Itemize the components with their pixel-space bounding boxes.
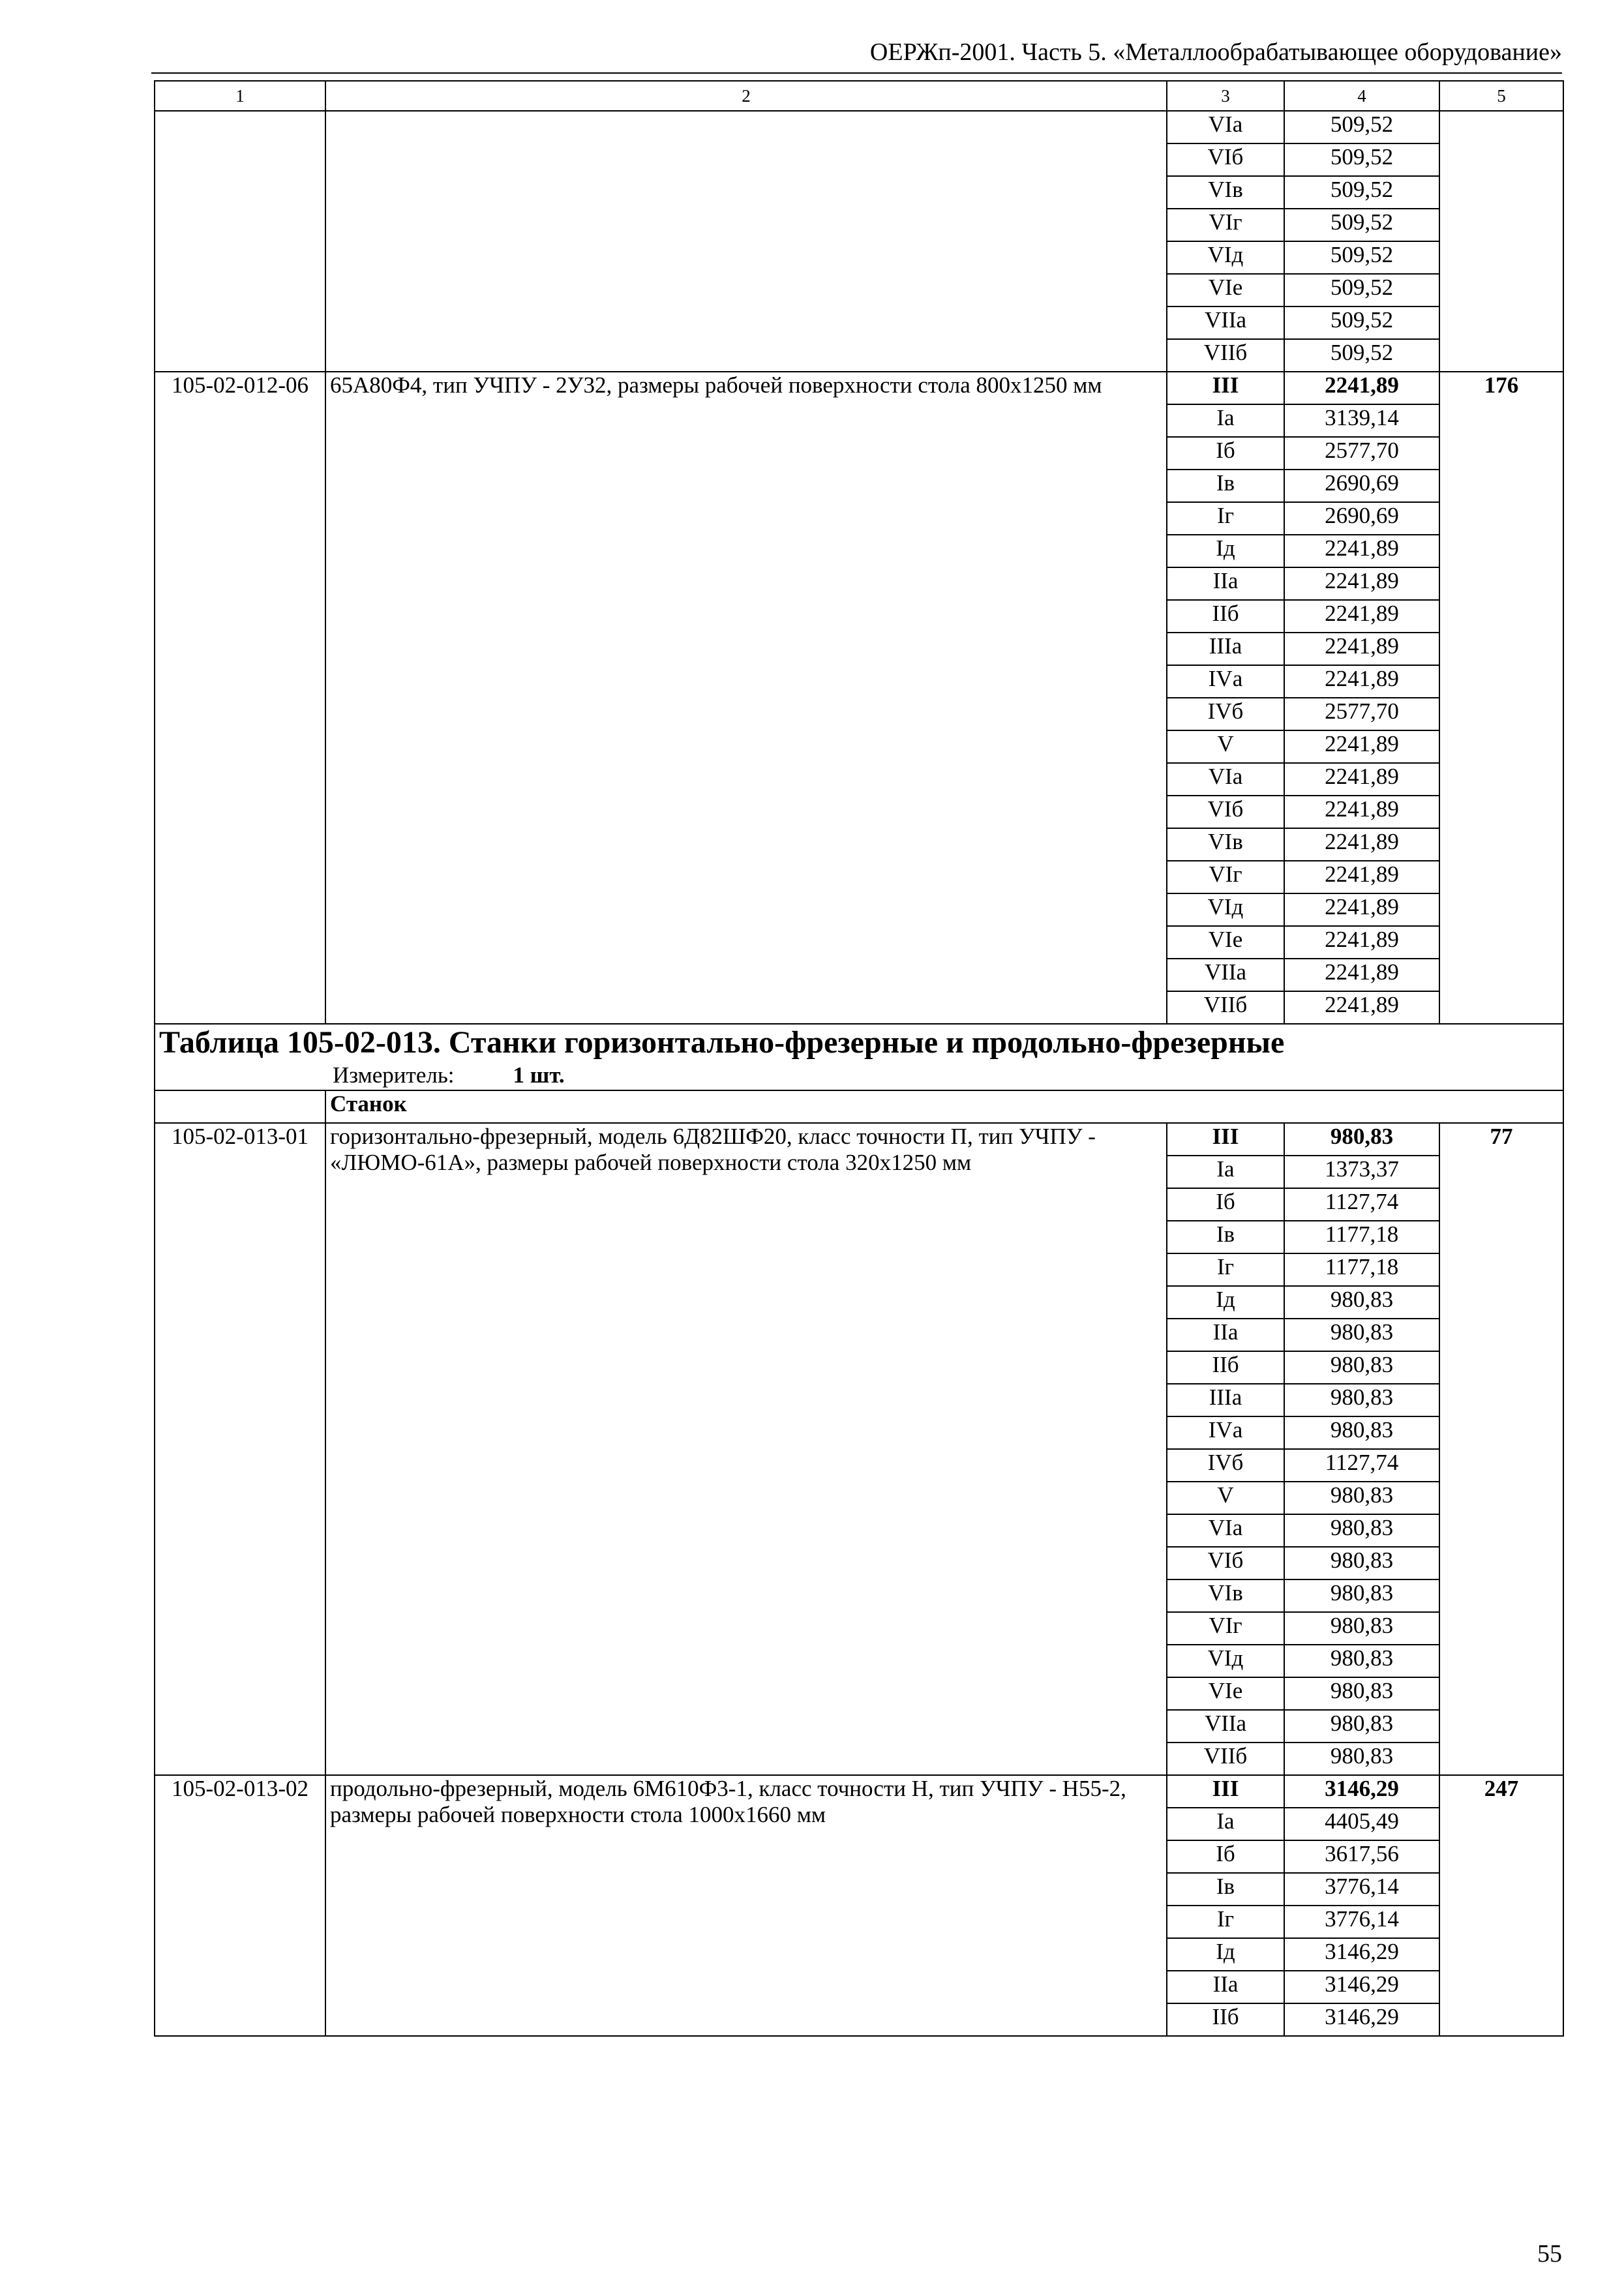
price-cell: 2577,70 (1284, 437, 1439, 470)
column-number: 3 (1167, 81, 1284, 111)
zone-cell: Iа (1167, 1808, 1284, 1840)
price-cell: 2241,89 (1284, 730, 1439, 763)
zone-cell: Iг (1167, 1253, 1284, 1286)
zone-cell: III (1167, 372, 1284, 404)
section-label: Станок (325, 1090, 1563, 1123)
table-title-cell (155, 1024, 1563, 1090)
price-cell: 2241,89 (1284, 926, 1439, 959)
zone-cell: VIб (1167, 1547, 1284, 1579)
price-cell: 3146,29 (1284, 1775, 1439, 1808)
price-table (154, 80, 1564, 2037)
zone-cell: VIг (1167, 1612, 1284, 1645)
column-number: 2 (325, 81, 1167, 111)
zone-cell: VIг (1167, 209, 1284, 241)
price-cell: 980,83 (1284, 1384, 1439, 1416)
zone-cell: IVа (1167, 665, 1284, 698)
price-cell: 980,83 (1284, 1677, 1439, 1710)
price-cell: 4405,49 (1284, 1808, 1439, 1840)
zone-cell: IIа (1167, 1319, 1284, 1351)
price-cell: 509,52 (1284, 274, 1439, 307)
zone-cell: VIд (1167, 241, 1284, 274)
price-cell: 980,83 (1284, 1645, 1439, 1677)
zone-cell: IIб (1167, 600, 1284, 633)
code-cell: 105-02-012-06 (155, 372, 325, 1024)
zone-cell: Iв (1167, 1873, 1284, 1906)
zone-cell: VIа (1167, 763, 1284, 796)
zone-cell: IIIа (1167, 1384, 1284, 1416)
price-cell: 2690,69 (1284, 502, 1439, 535)
price-cell: 980,83 (1284, 1482, 1439, 1514)
price-cell: 3617,56 (1284, 1840, 1439, 1873)
price-cell: 3146,29 (1284, 2003, 1439, 2036)
price-cell: 2241,89 (1284, 763, 1439, 796)
column-number: 5 (1439, 81, 1563, 111)
price-cell: 980,83 (1284, 1547, 1439, 1579)
header-rule (151, 72, 1562, 74)
table-title: Таблица 105-02-013. Станки горизонтально-фрезерные и продольно-фрезерные (159, 1025, 1285, 1060)
zone-cell: III (1167, 1775, 1284, 1808)
zone-cell: VIе (1167, 274, 1284, 307)
price-cell: 509,52 (1284, 176, 1439, 209)
price-cell: 1127,74 (1284, 1449, 1439, 1482)
zone-cell: VIе (1167, 926, 1284, 959)
price-cell: 980,83 (1284, 1319, 1439, 1351)
zone-cell: III (1167, 1123, 1284, 1156)
price-cell: 509,52 (1284, 339, 1439, 372)
empty-cell (155, 1090, 325, 1123)
price-cell: 2241,89 (1284, 959, 1439, 991)
price-cell: 3139,14 (1284, 404, 1439, 437)
price-cell: 1373,37 (1284, 1156, 1439, 1188)
zone-cell: IVа (1167, 1416, 1284, 1449)
price-cell: 980,83 (1284, 1710, 1439, 1743)
page-number: 55 (1537, 2240, 1562, 2267)
column-number-row (155, 81, 1563, 111)
zone-cell: V (1167, 1482, 1284, 1514)
description-cell: продольно-фрезерный, модель 6М610Ф3-1, класс точности Н, тип УЧПУ - Н55-2, размеры рабочей поверхности стола 1000x1660 мм (325, 1775, 1167, 2036)
price-cell: 509,52 (1284, 241, 1439, 274)
zone-cell: Iд (1167, 1938, 1284, 1971)
zone-cell: Iг (1167, 502, 1284, 535)
price-cell: 3776,14 (1284, 1873, 1439, 1906)
price-cell: 509,52 (1284, 307, 1439, 339)
price-cell: 2241,89 (1284, 861, 1439, 893)
weight-cell: 247 (1439, 1775, 1563, 2036)
zone-cell: IIб (1167, 2003, 1284, 2036)
price-cell: 3776,14 (1284, 1906, 1439, 1938)
price-cell: 980,83 (1284, 1286, 1439, 1319)
zone-cell: VIг (1167, 861, 1284, 893)
price-cell: 3146,29 (1284, 1938, 1439, 1971)
zone-cell: VIв (1167, 176, 1284, 209)
zone-cell: VIIа (1167, 959, 1284, 991)
price-cell: 980,83 (1284, 1743, 1439, 1775)
price-cell: 2241,89 (1284, 600, 1439, 633)
price-cell: 980,83 (1284, 1612, 1439, 1645)
table-row (155, 1123, 1563, 1156)
zone-cell: VIIб (1167, 1743, 1284, 1775)
price-cell: 980,83 (1284, 1514, 1439, 1547)
weight-cell (1439, 111, 1563, 372)
zone-cell: VIв (1167, 828, 1284, 861)
zone-cell: Iд (1167, 1286, 1284, 1319)
price-cell: 2690,69 (1284, 470, 1439, 502)
table-row (155, 1775, 1563, 1808)
zone-cell: Iв (1167, 470, 1284, 502)
column-number: 4 (1284, 81, 1439, 111)
price-cell: 2241,89 (1284, 372, 1439, 404)
zone-cell: Iб (1167, 1840, 1284, 1873)
zone-cell: IIа (1167, 567, 1284, 600)
zone-cell: VIIа (1167, 1710, 1284, 1743)
price-cell: 1177,18 (1284, 1221, 1439, 1253)
running-header: ОЕРЖп-2001. Часть 5. «Металлообрабатывающее оборудование» (869, 38, 1562, 66)
zone-cell: VIв (1167, 1579, 1284, 1612)
price-cell: 2241,89 (1284, 991, 1439, 1024)
price-cell: 980,83 (1284, 1416, 1439, 1449)
zone-cell: Iб (1167, 437, 1284, 470)
zone-cell: IIа (1167, 1971, 1284, 2003)
price-cell: 509,52 (1284, 143, 1439, 176)
zone-cell: VIIб (1167, 991, 1284, 1024)
description-cell (325, 111, 1167, 372)
price-cell: 980,83 (1284, 1351, 1439, 1384)
zone-cell: Iа (1167, 1156, 1284, 1188)
section-row (155, 1090, 1563, 1123)
zone-cell: Iв (1167, 1221, 1284, 1253)
price-cell: 2241,89 (1284, 535, 1439, 567)
price-cell: 1127,74 (1284, 1188, 1439, 1221)
price-cell: 980,83 (1284, 1579, 1439, 1612)
zone-cell: VIб (1167, 796, 1284, 828)
zone-cell: V (1167, 730, 1284, 763)
price-cell: 2241,89 (1284, 893, 1439, 926)
zone-cell: Iб (1167, 1188, 1284, 1221)
table-title-row (155, 1024, 1563, 1090)
zone-cell: Iа (1167, 404, 1284, 437)
price-cell: 2241,89 (1284, 665, 1439, 698)
weight-cell: 176 (1439, 372, 1563, 1024)
zone-cell: VIа (1167, 1514, 1284, 1547)
price-cell: 2241,89 (1284, 796, 1439, 828)
zone-cell: Iг (1167, 1906, 1284, 1938)
zone-cell: VIIб (1167, 339, 1284, 372)
code-cell (155, 111, 325, 372)
price-cell: 509,52 (1284, 111, 1439, 143)
zone-cell: VIIа (1167, 307, 1284, 339)
zone-cell: VIд (1167, 1645, 1284, 1677)
price-cell: 980,83 (1284, 1123, 1439, 1156)
zone-cell: VIе (1167, 1677, 1284, 1710)
description-cell: 65А80Ф4, тип УЧПУ - 2У32, размеры рабочей поверхности стола 800x1250 мм (325, 372, 1167, 1024)
code-cell: 105-02-013-02 (155, 1775, 325, 2036)
code-cell: 105-02-013-01 (155, 1123, 325, 1775)
price-cell: 2577,70 (1284, 698, 1439, 730)
weight-cell: 77 (1439, 1123, 1563, 1775)
price-cell: 509,52 (1284, 209, 1439, 241)
zone-cell: VIа (1167, 111, 1284, 143)
price-cell: 3146,29 (1284, 1971, 1439, 2003)
price-cell: 2241,89 (1284, 633, 1439, 665)
unit-value: 1 шт. (513, 1062, 565, 1088)
zone-cell: IIIа (1167, 633, 1284, 665)
price-cell: 2241,89 (1284, 828, 1439, 861)
zone-cell: Iд (1167, 535, 1284, 567)
zone-cell: IIб (1167, 1351, 1284, 1384)
zone-cell: IVб (1167, 698, 1284, 730)
zone-cell: IVб (1167, 1449, 1284, 1482)
unit-label: Измеритель: (333, 1062, 455, 1088)
column-number: 1 (155, 81, 325, 111)
description-cell: горизонтально-фрезерный, модель 6Д82ШФ20, класс точности П, тип УЧПУ - «ЛЮМО-61А», размеры рабочей поверхности стола 320x1250 мм (325, 1123, 1167, 1775)
price-cell: 1177,18 (1284, 1253, 1439, 1286)
table-row (155, 111, 1563, 143)
zone-cell: VIб (1167, 143, 1284, 176)
unit-line (159, 1061, 1559, 1090)
price-cell: 2241,89 (1284, 567, 1439, 600)
table-row (155, 372, 1563, 404)
zone-cell: VIд (1167, 893, 1284, 926)
